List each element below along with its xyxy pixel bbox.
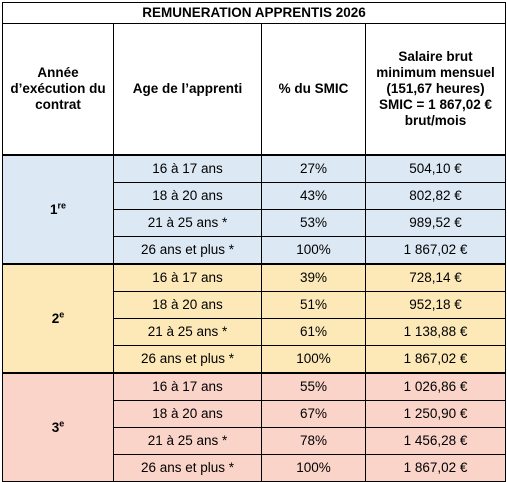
percent-cell: 43% — [262, 183, 366, 210]
header-year: Année d’exécution du contrat — [3, 24, 114, 156]
year-1-label — [3, 155, 114, 264]
age-cell: 16 à 17 ans — [114, 155, 262, 183]
year-3-number: 3 — [51, 419, 60, 435]
percent-cell: 51% — [262, 292, 366, 319]
year-2-label — [3, 264, 114, 373]
salary-cell: 1 867,02 € — [366, 237, 506, 265]
percent-cell: 61% — [262, 319, 366, 346]
salary-cell: 1 026,86 € — [366, 373, 506, 401]
year-1-number: 1 — [49, 201, 58, 217]
salary-cell: 504,10 € — [366, 155, 506, 183]
percent-cell: 55% — [262, 373, 366, 401]
salary-cell: 728,14 € — [366, 264, 506, 292]
year-1-suffix: re — [57, 200, 67, 210]
age-cell: 21 à 25 ans * — [114, 428, 262, 455]
salary-cell: 1 138,88 € — [366, 319, 506, 346]
remuneration-table — [2, 2, 506, 482]
header-salary-line5: brut/mois — [404, 113, 467, 128]
age-cell: 26 ans et plus * — [114, 455, 262, 482]
age-cell: 21 à 25 ans * — [114, 210, 262, 237]
age-cell: 16 à 17 ans — [114, 264, 262, 292]
salary-cell: 1 456,28 € — [366, 428, 506, 455]
salary-cell: 1 867,02 € — [366, 346, 506, 374]
header-percent: % du SMIC — [262, 24, 366, 156]
header-salary-line4: SMIC = 1 867,02 € — [379, 97, 492, 112]
year-2-number: 2 — [51, 310, 60, 326]
percent-cell: 27% — [262, 155, 366, 183]
year-3-suffix: e — [59, 418, 65, 428]
percent-cell: 53% — [262, 210, 366, 237]
percent-cell: 78% — [262, 428, 366, 455]
age-cell: 26 ans et plus * — [114, 237, 262, 265]
salary-cell: 1 867,02 € — [366, 455, 506, 482]
percent-cell: 100% — [262, 237, 366, 265]
age-cell: 26 ans et plus * — [114, 346, 262, 374]
year-3-label — [3, 373, 114, 482]
header-salary-line3: (151,67 heures) — [386, 81, 485, 96]
table-title: REMUNERATION APPRENTIS 2026 — [3, 3, 506, 24]
salary-cell: 1 250,90 € — [366, 401, 506, 428]
salary-cell: 802,82 € — [366, 183, 506, 210]
header-age: Age de l’apprenti — [114, 24, 262, 156]
age-cell: 16 à 17 ans — [114, 373, 262, 401]
age-cell: 18 à 20 ans — [114, 183, 262, 210]
age-cell: 18 à 20 ans — [114, 292, 262, 319]
salary-cell: 989,52 € — [366, 210, 506, 237]
salary-cell: 952,18 € — [366, 292, 506, 319]
year-2-suffix: e — [59, 309, 65, 319]
age-cell: 21 à 25 ans * — [114, 319, 262, 346]
header-salary-line1: Salaire brut — [398, 49, 473, 64]
age-cell: 18 à 20 ans — [114, 401, 262, 428]
percent-cell: 100% — [262, 455, 366, 482]
percent-cell: 39% — [262, 264, 366, 292]
percent-cell: 100% — [262, 346, 366, 374]
header-salary-line2: minimum mensuel — [376, 65, 495, 80]
header-salary — [366, 24, 506, 156]
percent-cell: 67% — [262, 401, 366, 428]
